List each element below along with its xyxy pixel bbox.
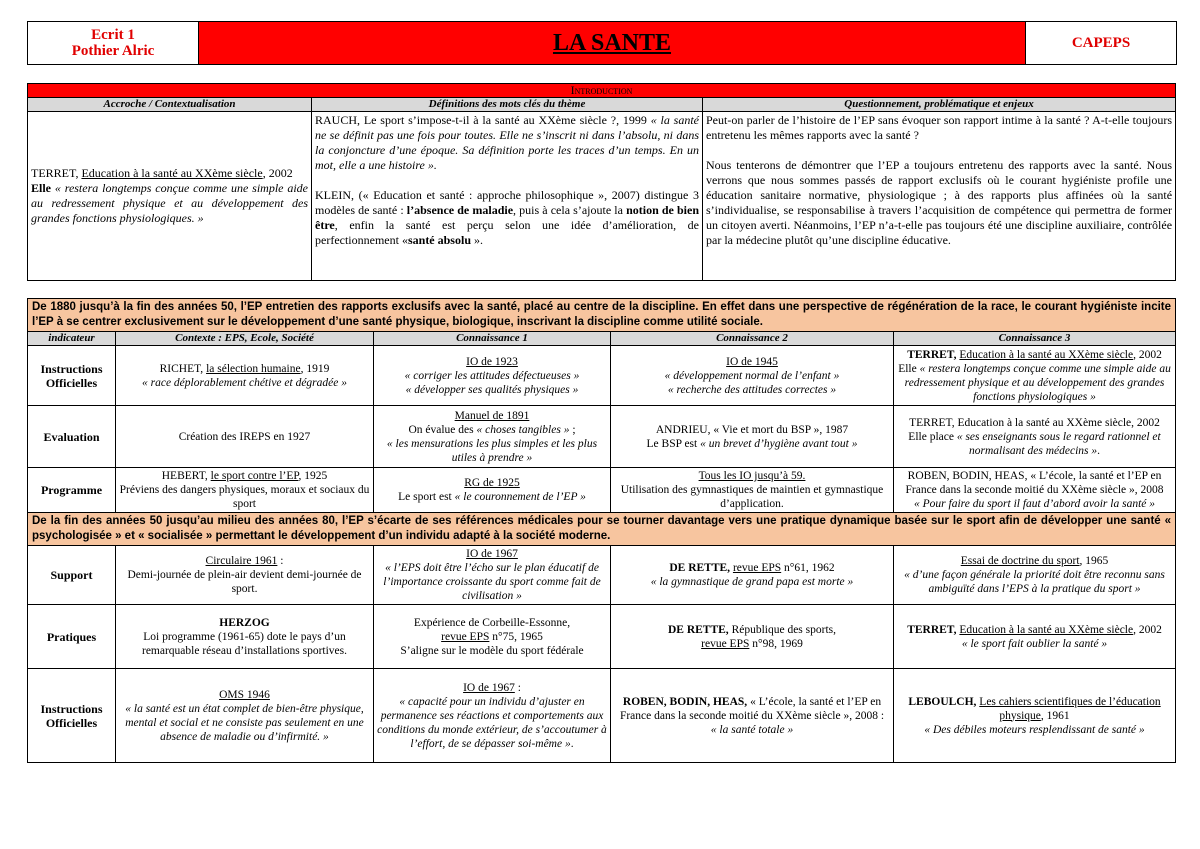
table-row: Support Circulaire 1961 : Demi-journée de plein-air devient demi-journée de sport. IO de 1967 « l’EPS doit être l’écho sur le plan éducatif de l’importance croissante du sport comme fait de civilisation » DE RETTE, revue EPS n°61, 1962 « la gymnastique de grand papa est morte » Essai de doctrine du sport, 1965 « d’une façon générale la priorité doit être reconnu sans ambiguïté dans l’EPS à la pratique du sport » bbox=[28, 546, 1176, 605]
row-indicator: Pratiques bbox=[28, 605, 116, 669]
main-table bbox=[27, 298, 1176, 763]
table-row: Pratiques HERZOG Loi programme (1961-65) dote le pays d’un remarquable réseau d’installations sportives. Expérience de Corbeille-Essonne, revue EPS n°75, 1965 S’aligne sur le modèle du sport fédérale DE RETTE, République des sports, revue EPS n°98, 1969 TERRET, Education à la santé au XXème siècle, 2002 « le sport fait oublier la santé » bbox=[28, 605, 1176, 669]
header-bar bbox=[27, 21, 1177, 65]
section-2-banner: De la fin des années 50 jusqu’au milieu des années 80, l’EP s’écarte de ses références médicales pour se tourner davantage vers une pratique dynamique basée sur le sport afin de développer une santé « psychologisée » et « socialisée » permettant le développement d’un individu adapté à la société moderne. bbox=[28, 513, 1176, 546]
col-header-contexte: Contexte : EPS, Ecole, Société bbox=[116, 332, 374, 346]
author-name: Pothier Alric bbox=[71, 43, 155, 59]
exam-name: CAPEPS bbox=[1071, 34, 1131, 51]
intro-table bbox=[27, 83, 1176, 281]
intro-questionnement-cell: Peut-on parler de l’histoire de l’EP sans évoquer son rapport intime à la santé ? A-t-elle toujours entretenu les mêmes rapports avec la santé ? Nous tenterons de démontrer que l’EP a toujours entretenu des rapports avec la santé. Nous verrons que nous sommes passés de rapport exclusifs où le courant hygiéniste profile une éducation sanitaire normative, physiologique ; à des rapports plus affinées où la santé s’individualise, se responsabilise à travers l’acquisition de compétence qui permettra de former un citoyen averti. Néanmoins, l’EP n’a-t-elle pas toujours été une discipline auxiliaire, contrôlée par la médecine plutôt qu’une discipline éducative. bbox=[703, 112, 1176, 281]
section-1-banner: De 1880 jusqu’à la fin des années 50, l’EP entretien des rapports exclusifs avec la santé, placé au centre de la discipline. En effet dans une perspective de régénération de la race, le courant hygiéniste incite l’EP à se centrer exclusivement sur le développement d’une santé physique, biologique, inscrivant la discipline comme utilité sociale. bbox=[28, 299, 1176, 332]
exam-label: Ecrit 1 bbox=[91, 27, 135, 43]
col-header-connaissance-2: Connaissance 2 bbox=[611, 332, 894, 346]
intro-col-accroche: Accroche / Contextualisation bbox=[28, 98, 312, 112]
table-row: Instructions Officielles RICHET, la sélection humaine, 1919 « race déplorablement chétive et dégradée » IO de 1923 « corriger les attitudes défectueuses » « développer ses qualités physiques » IO de 1945 « développement normal de l’enfant » « recherche des attitudes correctes » TERRET, Education à la santé au XXème siècle, 2002 Elle « restera longtemps conçue comme une simple aide au redressement physique et au développement des grandes fonctions physiologiques » bbox=[28, 346, 1176, 406]
intro-definitions-cell: RAUCH, Le sport s’impose-t-il à la santé au XXème siècle ?, 1999 « la santé ne se définit pas une fois pour toutes. Elle ne s’inscrit ni dans l’absolu, ni dans la conjoncture d’une époque. Sa définition porte les traces d’un temps. En un mot, elle a une histoire ». KLEIN, (« Education et santé : approche philosophique », 2007) distingue 3 modèles de santé : l’absence de maladie, puis à cela s’ajoute la notion de bien être, enfin la santé est perçu selon une idée d’amélioration, de perfectionnement «santé absolu ». bbox=[312, 112, 703, 281]
intro-col-questionnement: Questionnement, problématique et enjeux bbox=[703, 98, 1176, 112]
col-header-indicateur: indicateur bbox=[28, 332, 116, 346]
row-indicator: Instructions Officielles bbox=[28, 346, 116, 406]
table-row: Programme HEBERT, le sport contre l’EP, 1925 Préviens des dangers physiques, moraux et sociaux du sport RG de 1925 Le sport est « le couronnement de l’EP » Tous les IO jusqu’à 59. Utilisation des gymnastiques de maintien et gymnastique d’application. ROBEN, BODIN, HEAS, « L’école, la santé et l’EP en France dans la seconde moitié du XXème siècle », 2008 « Pour faire du sport il faut d’abord avoir la santé » bbox=[28, 468, 1176, 513]
col-header-connaissance-1: Connaissance 1 bbox=[374, 332, 611, 346]
intro-col-definitions: Définitions des mots clés du thème bbox=[312, 98, 703, 112]
table-row: Instructions Officielles OMS 1946 « la santé est un état complet de bien-être physique, mental et social et ne consiste pas seulement en une absence de maladie ou d’infirmité. » IO de 1967 : « capacité pour un individu d’ajuster en permanence ses réactions et comportements aux conditions du monde extérieur, de s’accoutumer à l’effort, de se dépasser soi-même ». ROBEN, BODIN, HEAS, « L’école, la santé et l’EP en France dans la seconde moitié du XXème siècle », 2008 : « la santé totale » LEBOULCH, Les cahiers scientifiques de l’éducation physique, 1961 « Des débiles moteurs resplendissant de santé » bbox=[28, 669, 1176, 763]
row-indicator: Evaluation bbox=[28, 406, 116, 468]
author-block bbox=[28, 22, 199, 64]
intro-accroche-cell: TERRET, Education à la santé au XXème siècle, 2002 Elle « restera longtemps conçue comme une simple aide au redressement physique et au développement des grandes fonctions physiologiques. » bbox=[28, 112, 312, 281]
col-header-connaissance-3: Connaissance 3 bbox=[894, 332, 1176, 346]
row-indicator: Support bbox=[28, 546, 116, 605]
row-indicator: Instructions Officielles bbox=[28, 669, 116, 763]
intro-title: Introduction bbox=[28, 84, 1176, 98]
page-title: LA SANTE bbox=[552, 29, 672, 56]
row-indicator: Programme bbox=[28, 468, 116, 513]
title-block bbox=[199, 22, 1026, 64]
table-row: Evaluation Création des IREPS en 1927 Manuel de 1891 On évalue des « choses tangibles » ; « les mensurations les plus simples et les plus utiles à prendre » ANDRIEU, « Vie et mort du BSP », 1987 Le BSP est « un brevet d’hygiène avant tout » TERRET, Education à la santé au XXème siècle, 2002 Elle place « ses enseignants sous le regard rationnel et normalisant des médecins ». bbox=[28, 406, 1176, 468]
